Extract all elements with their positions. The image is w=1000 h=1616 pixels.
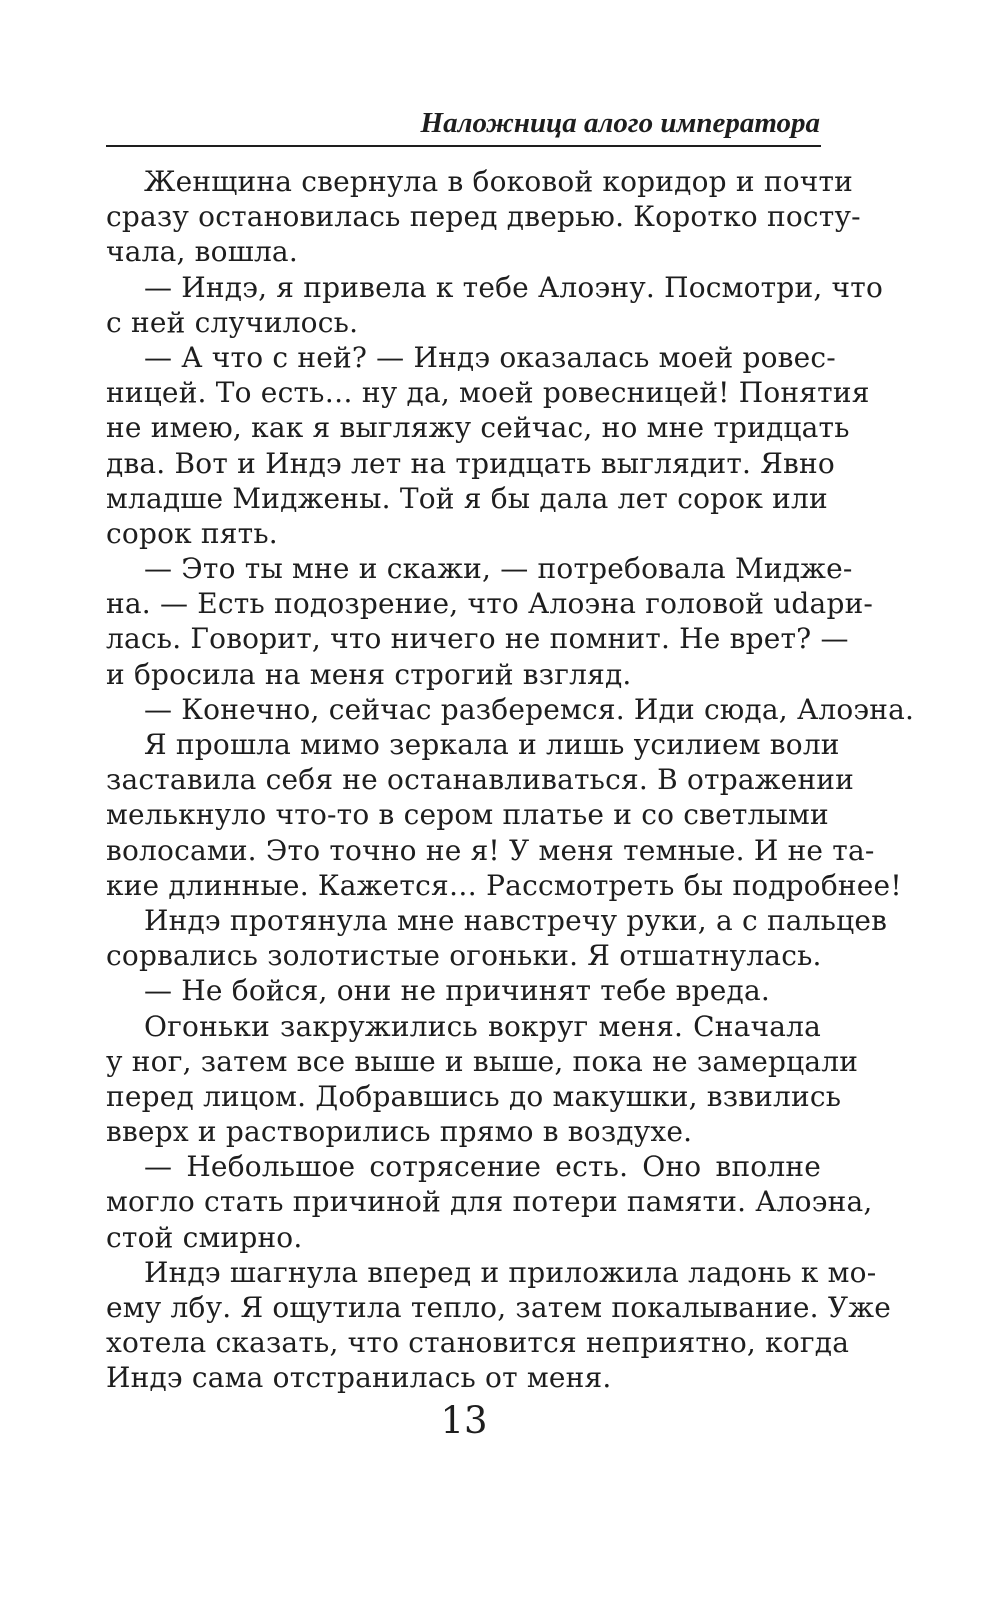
body-text: [106, 164, 915, 1396]
text-line: Огоньки закружились вокруг меня. Сначала: [144, 1009, 821, 1043]
text-line: заставила себя не останавливаться. В отражении: [106, 763, 855, 797]
text-line: — Конечно, сейчас разберемся. Иди сюда, Алоэна.: [144, 692, 915, 726]
text-line: два. Вот и Индэ лет на тридцать выглядит. Явно: [106, 446, 835, 480]
text-line: сразу остановилась перед дверью. Коротко посту-: [106, 200, 861, 234]
text-line: — Индэ, я привела к тебе Алоэну. Посмотри, что: [144, 270, 884, 304]
text-line: Индэ шагнула вперед и приложила ладонь к мо-: [144, 1255, 877, 1289]
page-number: 13: [440, 1399, 488, 1442]
running-title: Наложница алого императора: [420, 107, 820, 139]
text-line: младше Миджены. Той я бы дала лет сорок или: [106, 481, 828, 515]
text-line: стой смирно.: [106, 1220, 303, 1254]
text-line: — Небольшое сотрясение есть. Оно вполне: [144, 1150, 821, 1184]
text-line: — А что с ней? — Индэ оказалась моей ровес-: [144, 340, 836, 374]
text-line: хотела сказать, что становится неприятно, когда: [106, 1326, 850, 1360]
text-line: у ног, затем все выше и выше, пока не замерцали: [106, 1044, 859, 1078]
text-line: ницей. То есть… ну да, моей ровесницей! Понятия: [106, 376, 870, 410]
text-line: волосами. Это точно не я! У меня темные. И не та-: [106, 833, 875, 867]
text-line: могло стать причиной для потери памяти. Алоэна,: [106, 1185, 873, 1219]
text-line: мелькнуло что-то в сером платье и со светлыми: [106, 798, 829, 832]
text-line: не имею, как я выгляжу сейчас, но мне тридцать: [106, 411, 850, 445]
text-line: с ней случилось.: [106, 305, 359, 339]
text-line: сорок пять.: [106, 516, 278, 550]
text-line: и бросила на меня строгий взгляд.: [106, 657, 632, 691]
text-line: чала, вошла.: [106, 235, 298, 269]
text-line: — Это ты мне и скажи, — потребовала Мидже-: [144, 552, 853, 586]
text-line: Я прошла мимо зеркала и лишь усилием воли: [144, 728, 840, 761]
text-line: Индэ сама отстранилась от меня.: [106, 1361, 612, 1395]
text-line: перед лицом. Добравшись до макушки, взвились: [106, 1079, 842, 1113]
text-line: Женщина свернула в боковой коридор и почти: [144, 165, 854, 198]
text-line: кие длинные. Кажется… Рассмотреть бы подробнее!: [106, 868, 902, 902]
text-line: ему лбу. Я ощутила тепло, затем покалывание. Уже: [106, 1291, 892, 1324]
text-line: Индэ протянула мне навстречу руки, а с пальцев: [144, 903, 888, 937]
text-line: — Не бойся, они не причинят тебе вреда.: [144, 974, 770, 1008]
text-line: на. — Есть подозрение, что Алоэна головой udaри-: [106, 587, 874, 621]
header-rule: [106, 145, 821, 147]
text-line: вверх и растворились прямо в воздухе.: [106, 1115, 693, 1149]
text-line: лась. Говорит, что ничего не помнит. Не врет? —: [106, 622, 849, 656]
text-line: сорвались золотистые огоньки. Я отшатнулась.: [106, 939, 822, 973]
